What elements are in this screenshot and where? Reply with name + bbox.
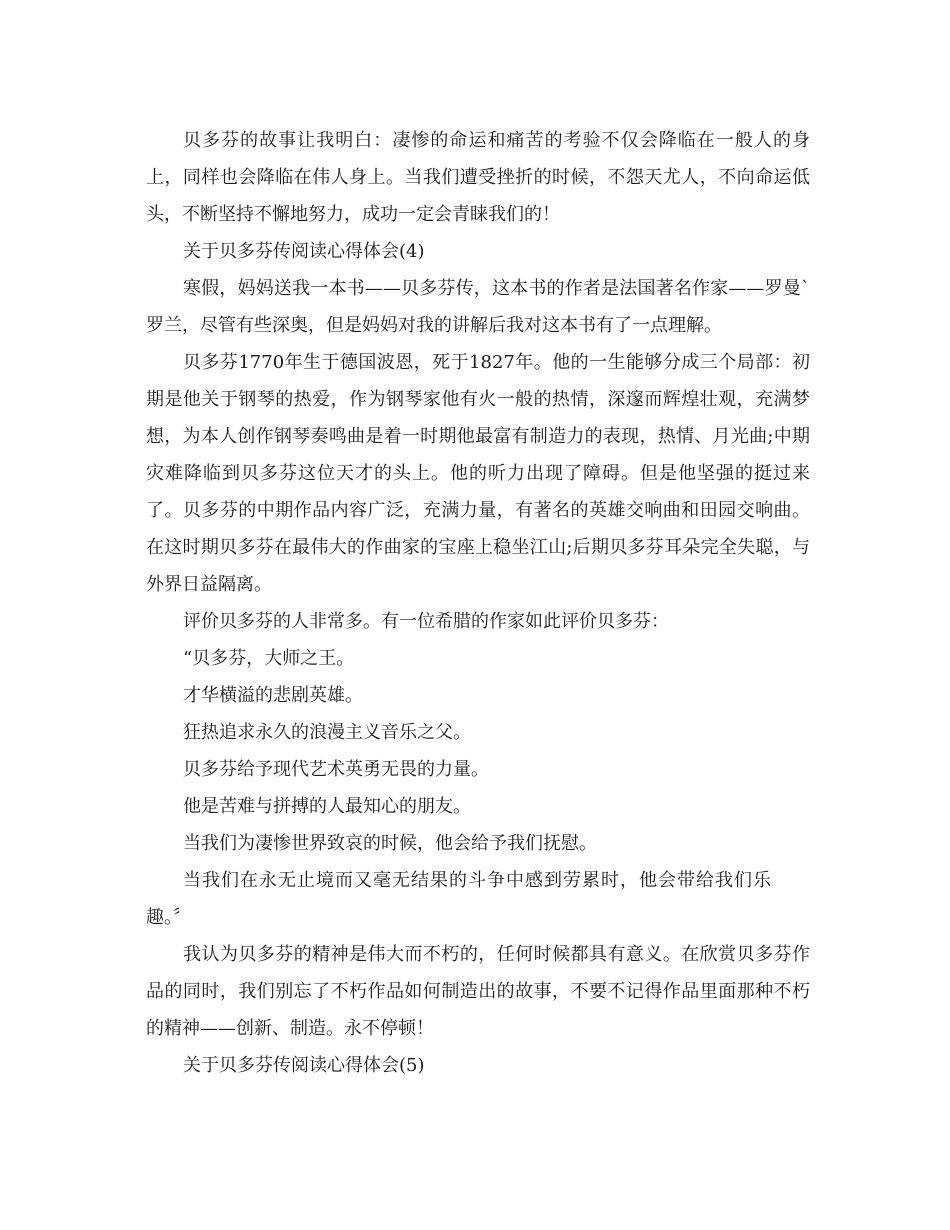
quote-line: 当我们为凄惨世界致哀的时候，他会给予我们抚慰。 bbox=[183, 833, 597, 854]
document-body bbox=[146, 122, 810, 1084]
section-heading-5: 关于贝多芬传阅读心得体会(5) bbox=[183, 1055, 425, 1076]
quote-last-line: 当我们在永无止境而又毫无结果的斗争中感到劳累时，他会带给我们乐趣。〞 bbox=[146, 870, 771, 928]
quote-line: 贝多芬给予现代艺术英勇无畏的力量。 bbox=[183, 759, 489, 780]
paragraph-fate-lesson: 贝多芬的故事让我明白：凄惨的命运和痛苦的考验不仅会降临在一般人的身上，同样也会降临在伟人身上。当我们遭受挫折的时候，不怨天尤人，不向命运低头，不断坚持不懈地努力，成功一定会青睐我们的！ bbox=[146, 130, 810, 225]
paragraph-winter-gift: 寒假，妈妈送我一本书——贝多芬传，这本书的作者是法国著名作家——罗曼`罗兰，尽管有些深奥，但是妈妈对我的讲解后我对这本书有了一点理解。 bbox=[146, 278, 810, 336]
paragraph-conclusion: 我认为贝多芬的精神是伟大而不朽的，任何时候都具有意义。在欣赏贝多芬作品的同时，我们别忘了不朽作品如何制造出的故事，不要不记得作品里面那种不朽的精神——创新、制造。永不停顿！ bbox=[146, 944, 810, 1039]
paragraph-evaluation-intro: 评价贝多芬的人非常多。有一位希腊的作家如此评价贝多芬： bbox=[183, 611, 669, 632]
quote-line: “贝多芬，大师之王。 bbox=[183, 648, 355, 669]
quote-line: 狂热追求永久的浪漫主义音乐之父。 bbox=[183, 722, 471, 743]
paragraph-beethoven-life: 贝多芬1770年生于德国波恩，死于1827年。他的一生能够分成三个局部：初期是他关于钢琴的热爱，作为钢琴家他有火一般的热情，深邃而辉煌壮观，充满梦想，为本人创作钢琴奏鸣曲是着一时期他最富有制造力的表现，热情、月光曲;中期灾难降临到贝多芬这位天才的头上。他的听力出现了障碍。但是他坚强的挺过来了。贝多芬的中期作品内容广泛，充满力量，有著名的英雄交响曲和田园交响曲。在这时期贝多芬在最伟大的作曲家的宝座上稳坐江山;后期贝多芬耳朵完全失聪，与外界日益隔离。 bbox=[146, 352, 810, 595]
section-heading-4: 关于贝多芬传阅读心得体会(4) bbox=[183, 241, 425, 262]
quote-line: 他是苦难与拼搏的人最知心的朋友。 bbox=[183, 796, 471, 817]
quote-line: 才华横溢的悲剧英雄。 bbox=[183, 685, 363, 706]
